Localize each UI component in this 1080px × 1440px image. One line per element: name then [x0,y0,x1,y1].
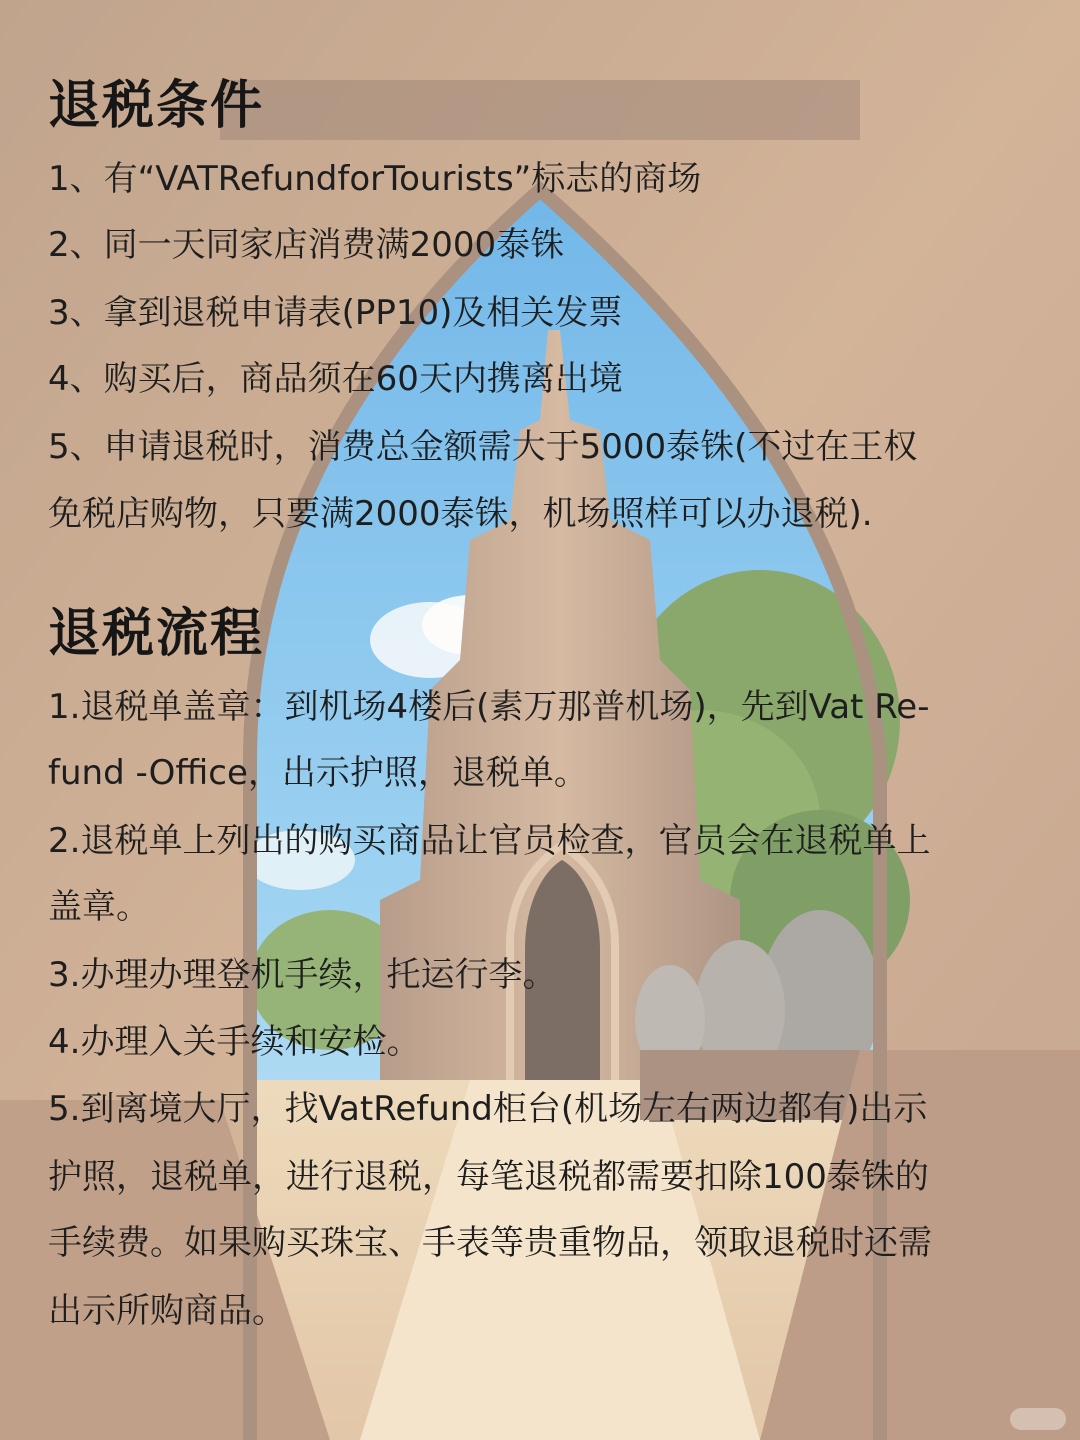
process-title: 退税流程 [48,604,265,664]
conditions-line-2: 2、同一天同家店消费满2000泰铢 [48,225,565,265]
process-line-7: 5.到离境大厅，找VatRefund柜台(机场左右两边都有)出示 [48,1089,928,1129]
conditions-line-4: 4、购买后，商品须在60天内携离出境 [48,359,623,399]
process-line-2: fund -Office，出示护照，退税单。 [48,753,588,793]
conditions-line-6: 免税店购物，只要满2000泰铢，机场照样可以办退税). [48,494,873,534]
conditions-line-1: 1、有“VATRefundforTourists”标志的商场 [48,159,702,199]
process-line-5: 3.办理办理登机手续，托运行李。 [48,955,557,995]
watermark [1010,1408,1066,1430]
conditions-line-3: 3、拿到退税申请表(PP10)及相关发票 [48,293,623,333]
process-line-8: 护照，退税单，进行退税，每笔退税都需要扣除100泰铢的 [48,1157,929,1197]
process-line-9: 手续费。如果购买珠宝、手表等贵重物品，领取退税时还需 [48,1223,932,1263]
process-line-10: 出示所购商品。 [48,1291,286,1331]
conditions-line-5: 5、申请退税时，消费总金额需大于5000泰铢(不过在王权 [48,427,918,467]
conditions-title: 退税条件 [48,76,265,136]
process-line-6: 4.办理入关手续和安检。 [48,1022,421,1062]
process-line-1: 1.退税单盖章：到机场4楼后(素万那普机场)，先到Vat Re- [48,687,930,727]
process-line-4: 盖章。 [48,887,150,927]
process-line-3: 2.退税单上列出的购买商品让官员检查，官员会在退税单上 [48,821,931,861]
